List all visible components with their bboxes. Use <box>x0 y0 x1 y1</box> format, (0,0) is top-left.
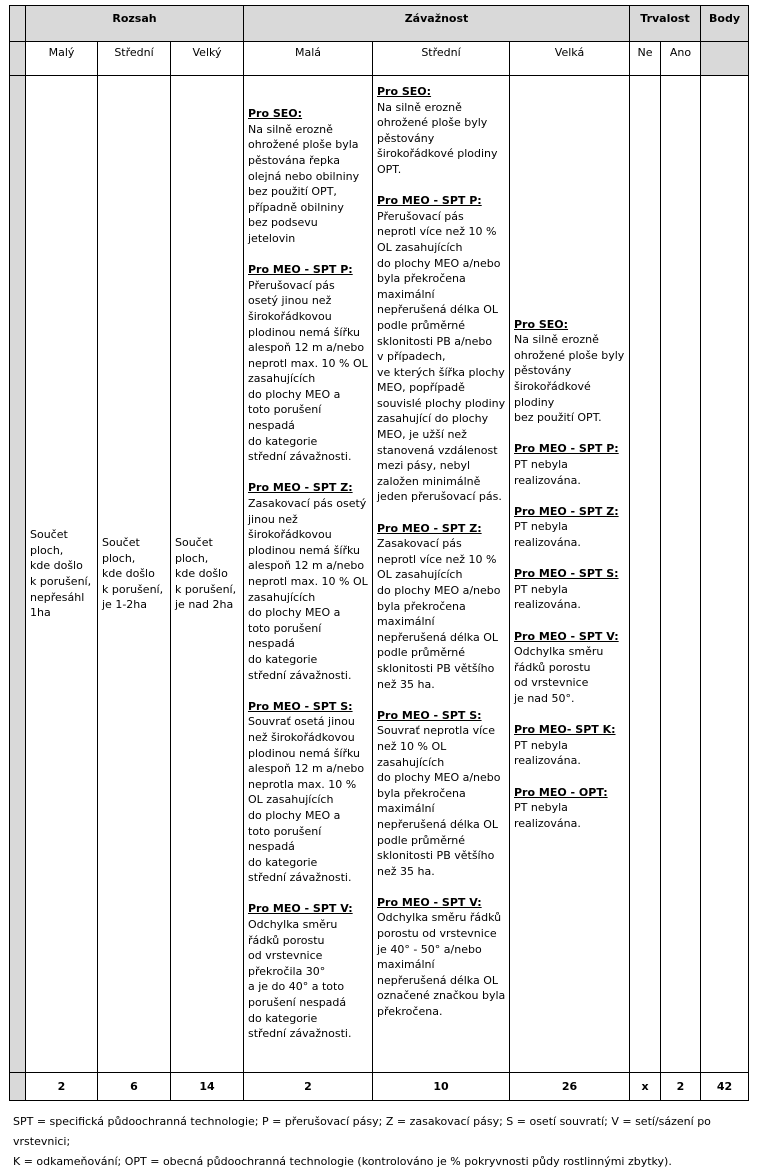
block-title: Pro MEO - SPT Z: <box>514 504 619 518</box>
zavaznost-velka-block <box>514 785 626 832</box>
points-body: 42 <box>701 1073 749 1101</box>
sub-velky: Velký <box>171 42 244 76</box>
sub-ne: Ne <box>630 42 661 76</box>
block-text: Souvrať neprotla více než 10 % OL zasahujících do plochy MEO a/nebo byla překročena maximální nepřerušená délka OL podle průměrné sklonitosti PB většího než 35 ha. <box>377 724 501 878</box>
body-cell <box>701 76 749 1073</box>
grey-strip <box>10 1073 26 1101</box>
zavaznost-mala-block <box>248 262 369 465</box>
corner-cell <box>10 6 26 42</box>
footnote-line-1: SPT = specifická půdoochranná technologie; P = přerušovací pásy; Z = zasakovací pásy; S = osetí souvratí; V = setí/sázení po vrstevnici; <box>13 1115 711 1148</box>
block-text: Zasakovací pás neprotl více než 10 % OL zasahujících do plochy MEO a/nebo byla překročena maximální nepřerušená délka OL podle průměrné sklonitosti PB většího než 35 ha. <box>377 537 501 691</box>
block-title: Pro SEO: <box>514 317 569 331</box>
block-text: PT nebyla realizována. <box>514 582 581 612</box>
points-mala: 2 <box>244 1073 373 1101</box>
block-text: Odchylka směru řádků porostu od vrstevnice je nad 50°. <box>514 645 604 705</box>
header-rozsah: Rozsah <box>26 6 244 42</box>
sub-velka: Velká <box>510 42 630 76</box>
grey-cell-body <box>701 42 749 76</box>
zavaznost-stredni-block <box>377 521 506 693</box>
trvalost-ne-cell <box>630 76 661 1073</box>
block-text: Odchylka směru řádků porostu od vrstevnice překročila 30° a je do 40° a toto porušení nespadá do kategorie střední závažnosti. <box>248 918 352 1041</box>
block-text: PT nebyla realizována. <box>514 520 581 550</box>
points-ano: 2 <box>661 1073 701 1101</box>
zavaznost-mala-block <box>248 480 369 683</box>
trvalost-ano-cell <box>661 76 701 1073</box>
zavaznost-stredni-block <box>377 895 506 1020</box>
points-velka: 26 <box>510 1073 630 1101</box>
zavaznost-stredni-block <box>377 708 506 880</box>
footnotes <box>13 1112 748 1172</box>
zavaznost-velka-cell <box>510 76 630 1073</box>
block-text: Zasakovací pás osetý jinou než širokořádkovou plodinou nemá šířku alespoň 12 m a/nebo neprotl max. 10 % OL zasahujících do plochy MEO a toto porušení nespadá do kategorie střední závažnosti. <box>248 497 368 682</box>
block-title: Pro MEO - SPT S: <box>514 567 619 581</box>
zavaznost-velka-block <box>514 504 626 551</box>
zavaznost-velka-block <box>514 317 626 426</box>
rozsah-maly-text: Součet ploch, kde došlo k porušení, nepřesáhl 1ha <box>26 76 98 1073</box>
block-title: Pro MEO- SPT K: <box>514 723 616 737</box>
block-title: Pro MEO - SPT S: <box>248 699 353 713</box>
block-text: Na silně erozně ohrožené ploše byly pěstovány širokořádkové plodiny OPT. <box>377 100 498 176</box>
block-title: Pro SEO: <box>377 85 432 98</box>
block-title: Pro MEO - SPT P: <box>514 442 619 456</box>
zavaznost-stredni-block <box>377 193 506 505</box>
zavaznost-velka-block <box>514 722 626 769</box>
header-trvalost: Trvalost <box>630 6 701 42</box>
sub-maly: Malý <box>26 42 98 76</box>
points-stredni-rozsah: 6 <box>98 1073 171 1101</box>
zavaznost-mala-block <box>248 699 369 886</box>
footnote-line-2: K = odkameňování; OPT = obecná půdoochranná technologie (kontrolováno je % pokryvnosti půdy rostlinnými zbytky). <box>13 1155 672 1168</box>
zavaznost-stredni-block <box>377 84 506 178</box>
sub-stredni-zavaznost: Střední <box>373 42 510 76</box>
block-title: Pro MEO - SPT P: <box>377 194 482 208</box>
block-text: Odchylka směru řádků porostu od vrstevnice je 40° - 50° a/nebo maximální nepřerušená délka OL označené značkou byla překročena. <box>377 911 506 1019</box>
points-stredni-zavaznost: 10 <box>373 1073 510 1101</box>
block-text: PT nebyla realizována. <box>514 458 581 487</box>
evaluation-table <box>9 5 749 1101</box>
block-text: Na silně erozně ohrožené ploše byla pěstována řepka olejná nebo obilniny bez použití OPT, případně obilniny bez podsevu jetelovin <box>248 122 360 245</box>
points-maly: 2 <box>26 1073 98 1101</box>
zavaznost-velka-block <box>514 629 626 707</box>
zavaznost-stredni-cell <box>373 76 510 1073</box>
zavaznost-mala-block <box>248 901 369 1041</box>
grey-strip <box>10 76 26 1073</box>
zavaznost-velka-block <box>514 566 626 613</box>
block-title: Pro MEO - SPT Z: <box>248 481 353 495</box>
sub-ano: Ano <box>661 42 701 76</box>
zavaznost-velka-block <box>514 441 626 488</box>
sub-mala: Malá <box>244 42 373 76</box>
points-velky: 14 <box>171 1073 244 1101</box>
block-title: Pro MEO - SPT V: <box>514 629 619 643</box>
block-title: Pro MEO - OPT: <box>514 785 608 799</box>
block-title: Pro MEO - SPT Z: <box>377 521 482 535</box>
block-title: Pro MEO - SPT V: <box>248 902 353 916</box>
header-body: Body <box>701 6 749 42</box>
block-title: Pro MEO - SPT V: <box>377 895 482 909</box>
block-text: Souvrať osetá jinou než širokořádkovou plodinou nemá šířku alespoň 12 m a/nebo neprotla max. 10 % OL zasahujících do plochy MEO a toto porušení nespadá do kategorie střední závažnosti. <box>248 715 365 885</box>
rozsah-velky-text: Součet ploch, kde došlo k porušení, je nad 2ha <box>171 76 244 1073</box>
block-title: Pro MEO - SPT P: <box>248 263 353 277</box>
header-zavaznost: Závažnost <box>244 6 630 42</box>
block-title: Pro MEO - SPT S: <box>377 708 482 722</box>
zavaznost-mala-cell <box>244 76 373 1073</box>
grey-strip <box>10 42 26 76</box>
sub-stredni-rozsah: Střední <box>98 42 171 76</box>
block-text: PT nebyla realizována. <box>514 738 581 768</box>
block-text: Přerušovací pás osetý jinou než širokořádkovou plodinou nemá šířku alespoň 12 m a/nebo neprotl max. 10 % OL zasahujících do plochy MEO a toto porušení nespadá do kategorie střední závažnosti. <box>248 278 368 464</box>
points-ne: x <box>630 1073 661 1101</box>
block-text: Na silně erozně ohrožené ploše byly pěstovány širokořádkové plodiny bez použití OPT. <box>514 333 625 425</box>
block-text: Přerušovací pás neprotl více než 10 % OL zasahujících do plochy MEO a/nebo byla překročena maximální nepřerušená délka OL podle průměrné sklonitosti PB a/nebo v případech, ve kterých šířka plochy MEO, popřípadě souvislé plochy plodiny zasahující do plochy MEO, je užší než stanovená vzdálenost mezi pásy, nebyl založen minimálně jeden přerušovací pás. <box>377 209 506 504</box>
zavaznost-mala-block <box>248 106 369 246</box>
block-text: PT nebyla realizována. <box>514 801 581 830</box>
rozsah-stredni-text: Součet ploch, kde došlo k porušení, je 1-2ha <box>98 76 171 1073</box>
block-title: Pro SEO: <box>248 107 303 121</box>
